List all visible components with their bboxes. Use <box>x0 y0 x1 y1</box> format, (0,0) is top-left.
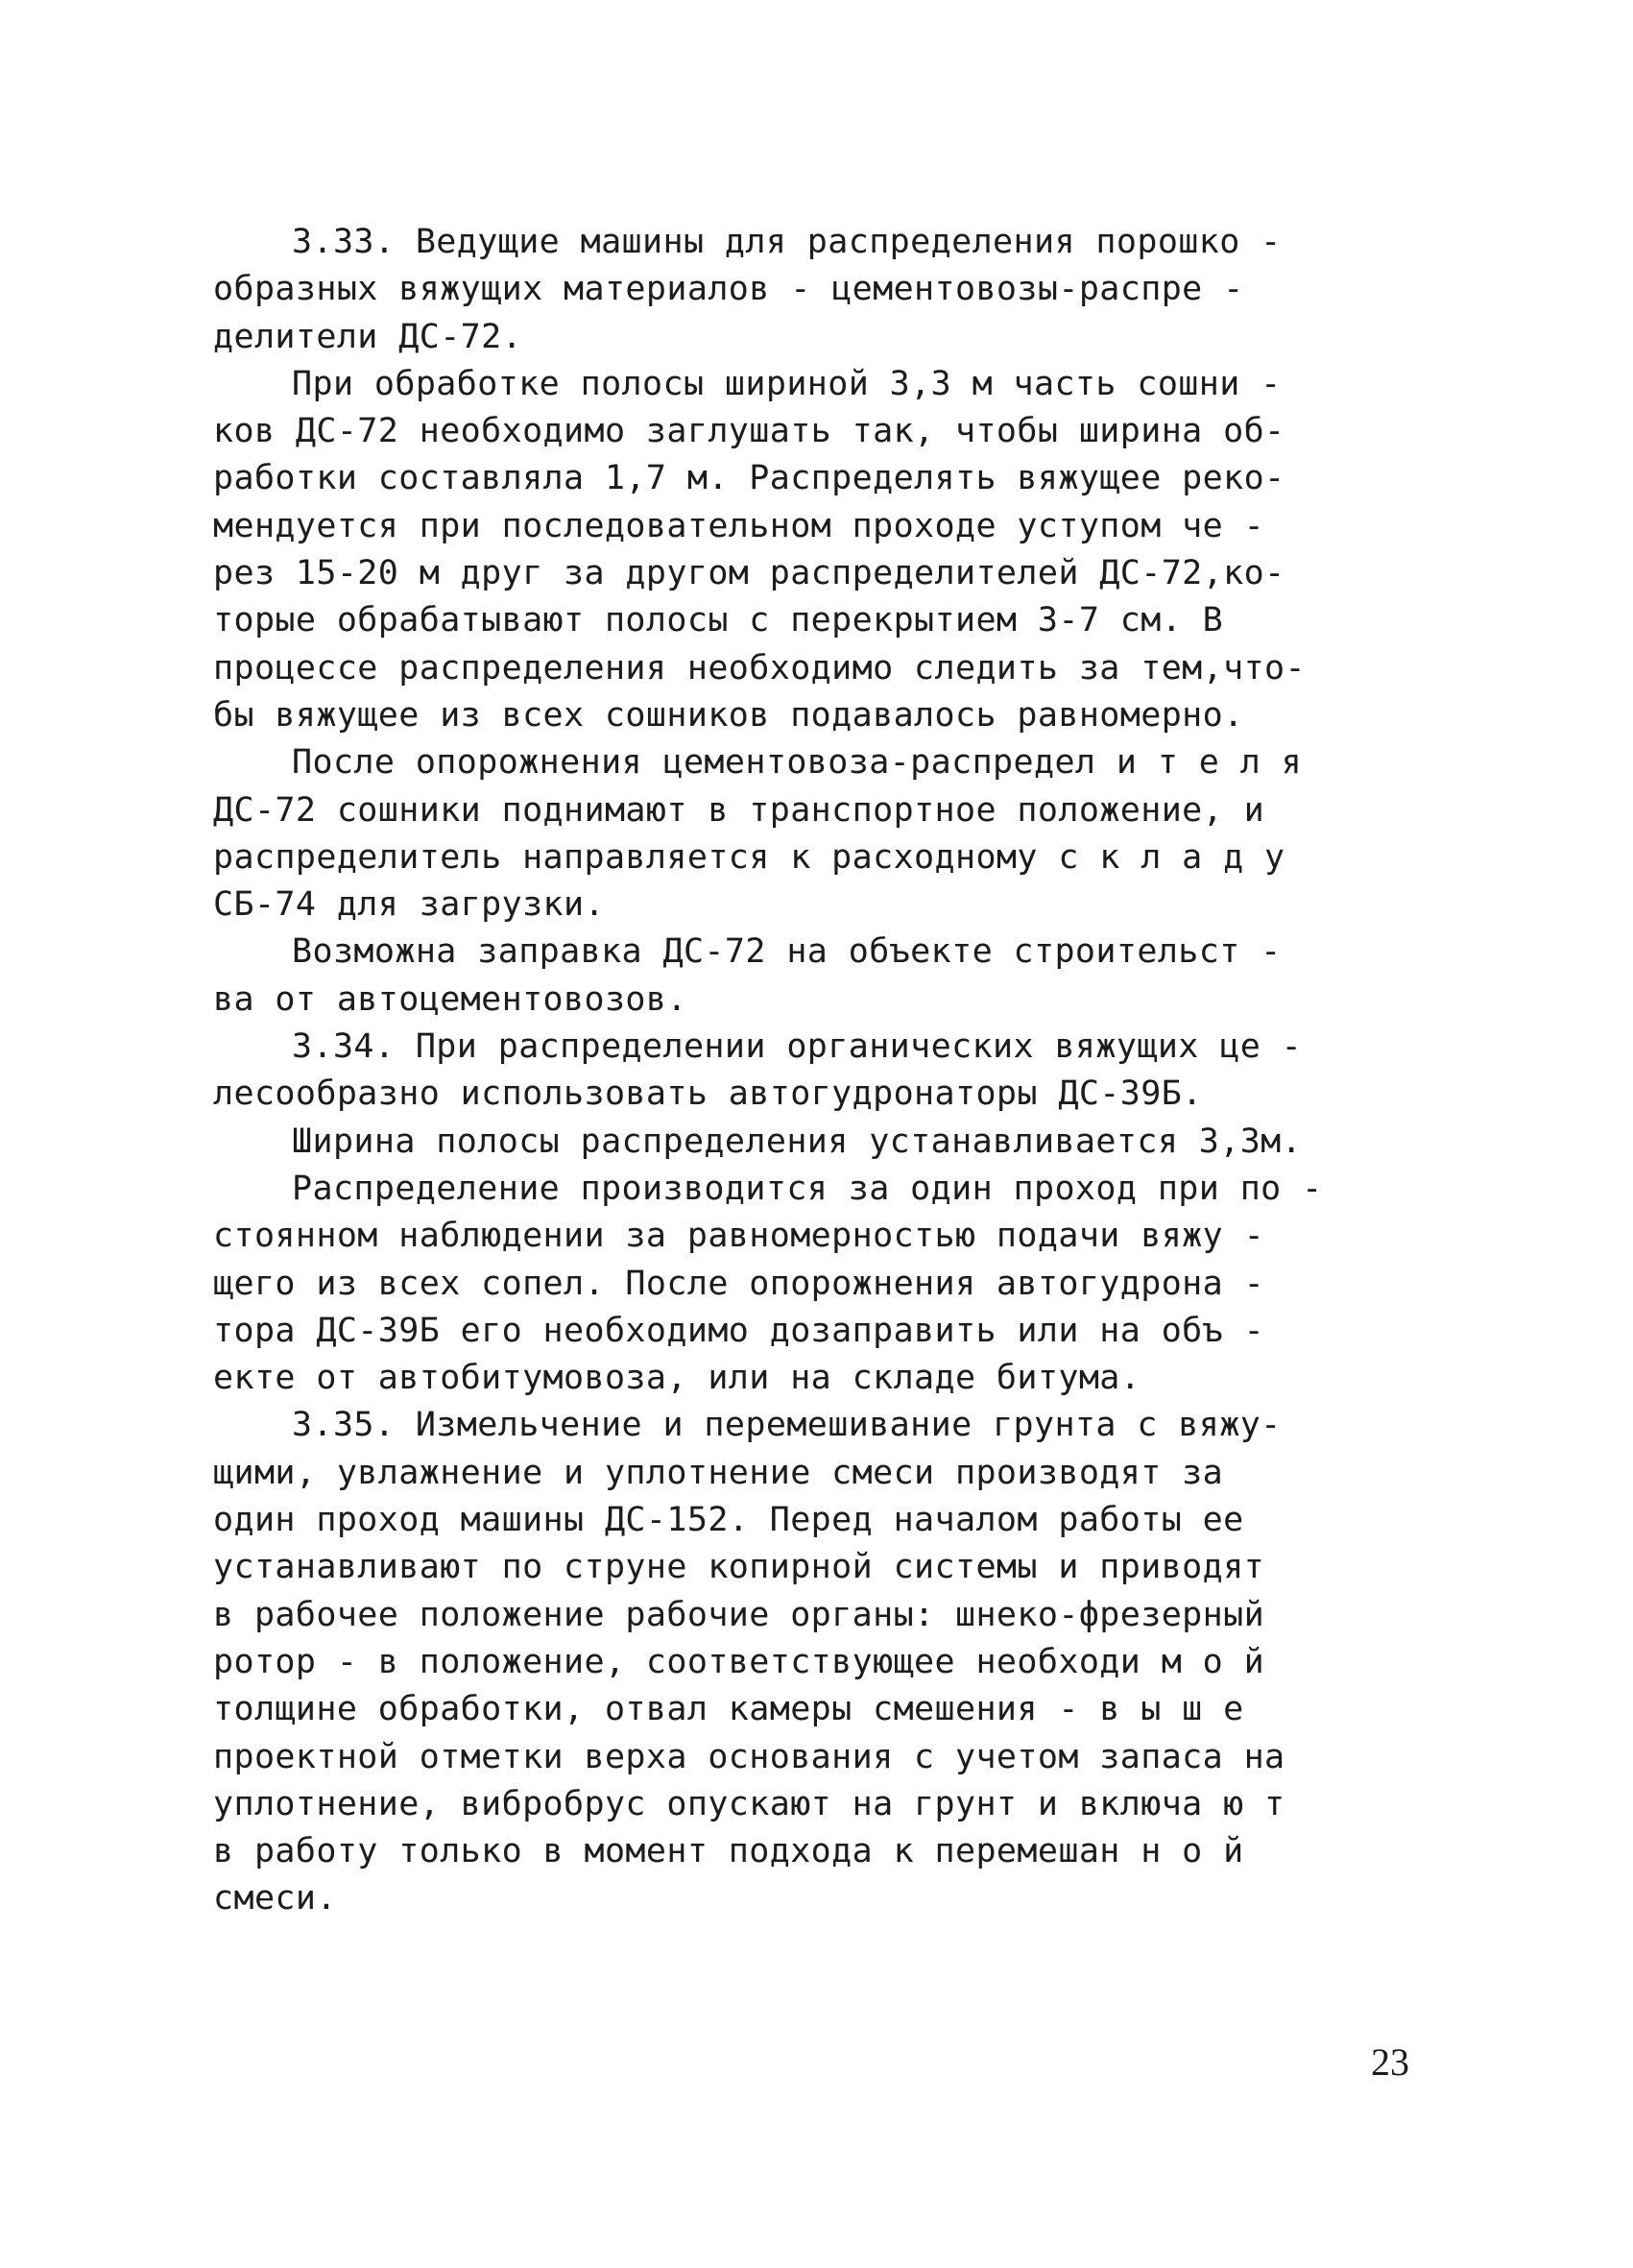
text-line: Распределение производится за один проход при по - <box>292 1169 1323 1208</box>
paragraph-3-34 <box>213 1024 1437 1119</box>
text-line: мендуется при последовательном проходе уступом че - <box>213 506 1265 545</box>
text-line: СБ-74 для загрузки. <box>213 885 605 925</box>
text-line: При обработке полосы шириной 3,3 м часть сошни - <box>292 364 1282 403</box>
paragraph-strip-processing <box>213 361 1437 739</box>
text-line: делители ДС-72. <box>213 317 523 356</box>
paragraph-distribution <box>213 1166 1437 1402</box>
text-line: проектной отметки верха основания с учетом запаса на <box>213 1737 1285 1776</box>
text-line: в рабочее положение рабочие органы: шнеко-фрезерный <box>213 1595 1265 1634</box>
text-line: образных вяжущих материалов - цементовозы-распре - <box>213 270 1244 309</box>
text-line: смеси. <box>213 1879 337 1918</box>
text-line: уплотнение, вибробрус опускают на грунт и включа ю т <box>213 1784 1285 1823</box>
paragraph-refueling <box>213 929 1437 1024</box>
text-line: процессе распределения необходимо следить за тем,что- <box>213 648 1307 688</box>
text-line: рез 15-20 м друг за другом распределителей ДС-72,ко- <box>213 554 1285 593</box>
paragraph-3-35 <box>213 1402 1437 1922</box>
text-line: ков ДС-72 необходимо заглушать так, чтобы ширина об- <box>213 412 1285 451</box>
text-line: 3.33. Ведущие машины для распределения порошко - <box>292 223 1282 261</box>
paragraph-strip-width <box>213 1119 1437 1166</box>
text-line: 3.34. При распределении органических вяжущих це - <box>292 1027 1303 1067</box>
paragraph-3-33 <box>213 219 1437 361</box>
text-line: в работу только в момент подхода к перемешан н о й <box>213 1832 1244 1871</box>
text-line: екте от автобитумовоза, или на складе битума. <box>213 1359 1141 1398</box>
text-line: распределитель направляется к расходному с к л а д у <box>213 837 1285 877</box>
text-line: толщине обработки, отвал камеры смешения - в ы ш е <box>213 1690 1244 1729</box>
text-line: один проход машины ДС-152. Перед началом работы ее <box>213 1501 1244 1540</box>
text-line: ротор - в положение, соответствующее необходи м о й <box>213 1642 1265 1681</box>
text-line: стоянном наблюдении за равномерностью подачи вяжу - <box>213 1217 1265 1256</box>
text-line: торые обрабатывают полосы с перекрытием 3-7 см. В <box>213 601 1224 640</box>
paragraph-after-emptying <box>213 739 1437 929</box>
text-line: ДС-72 сошники поднимают в транспортное положение, и <box>213 790 1265 830</box>
text-line: щими, увлажнение и уплотнение смеси производят за <box>213 1453 1224 1492</box>
text-line: ва от автоцементовозов. <box>213 979 687 1019</box>
text-line: щего из всех сопел. После опорожнения автогудрона - <box>213 1264 1265 1303</box>
text-line: 3.35. Измельчение и перемешивание грунта с вяжу- <box>292 1406 1282 1445</box>
document-body <box>213 219 1437 1923</box>
page-number: 23 <box>1371 2040 1409 2084</box>
text-line: бы вяжущее из всех сошников подавалось равномерно. <box>213 695 1244 735</box>
text-line: После опорожнения цементовоза-распредел и т е л я <box>292 743 1303 783</box>
text-line: Возможна заправка ДС-72 на объекте строительст - <box>292 932 1282 972</box>
text-line: устанавливают по струне копирной системы и приводят <box>213 1548 1265 1587</box>
text-line: лесообразно использовать автогудронаторы ДС-39Б. <box>213 1074 1203 1114</box>
text-line: Ширина полосы распределения устанавливается 3,3м. <box>292 1122 1303 1161</box>
text-line: тора ДС-39Б его необходимо дозаправить или на объ - <box>213 1311 1265 1350</box>
text-line: работки составляла 1,7 м. Распределять вяжущее реко- <box>213 459 1285 498</box>
